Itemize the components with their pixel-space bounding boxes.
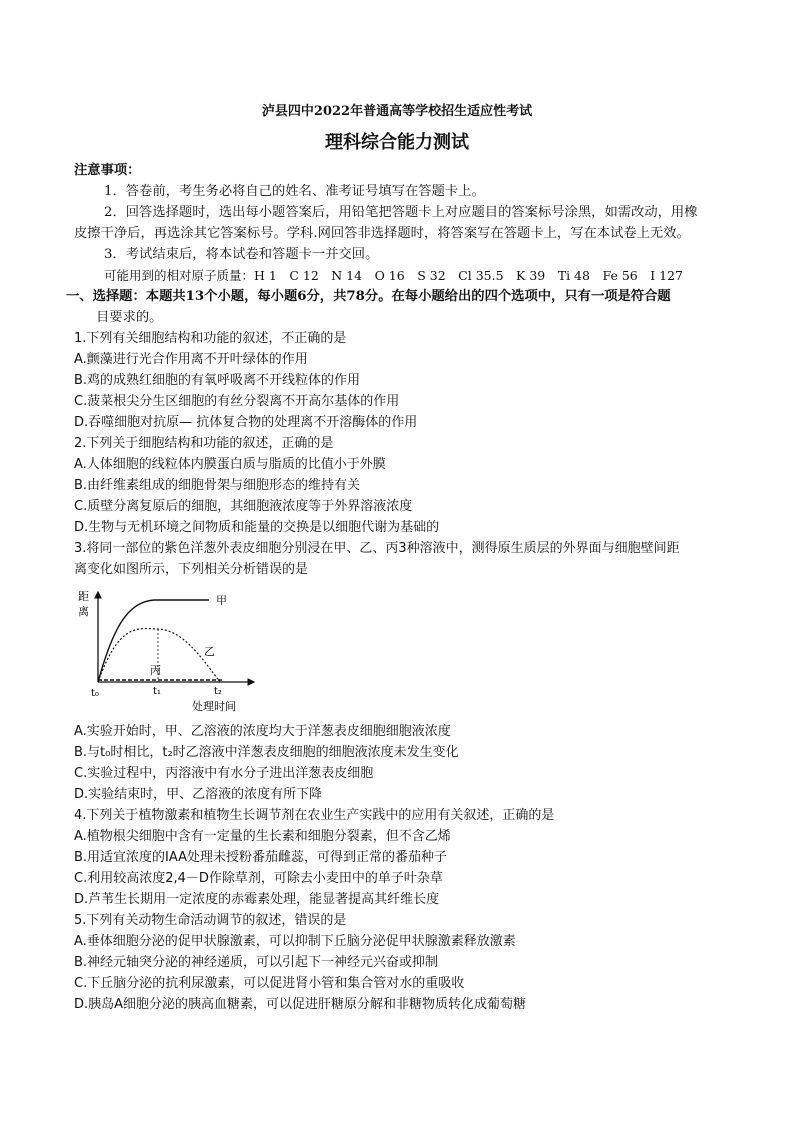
notes-heading: 注意事项： xyxy=(74,163,141,178)
q5-option-b: B.神经元轴突分泌的神经递质，可以引起下一神经元兴奋或抑制 xyxy=(74,955,439,970)
q2-stem: 2.下列关于细胞结构和功能的叙述，正确的是 xyxy=(74,436,334,451)
y-axis-label-1: 距 xyxy=(78,590,89,603)
curve-yi-label: 乙 xyxy=(204,645,215,658)
q2-option-a: A.人体细胞的线粒体内膜蛋白质与脂质的比值小于外膜 xyxy=(74,457,386,472)
q2-option-b: B.由纤维素组成的细胞骨架与细胞形态的维持有关 xyxy=(74,478,361,493)
note-item: 2．回答选择题时，选出每小题答案后，用铅笔把答题卡上对应题目的答案标号涂黑，如需改动，用橡 xyxy=(104,205,698,220)
note-item: 皮擦干净后，再选涂其它答案标号。学科.网回答非选择题时，将答案写在答题卡上，写在本试卷上无效。 xyxy=(74,226,690,241)
q5-option-a: A.垂体细胞分泌的促甲状腺激素，可以抑制下丘脑分泌促甲状腺激素释放激素 xyxy=(74,934,516,949)
x-axis-label: 处理时间 xyxy=(192,700,236,713)
q1-option-a: A.颤藻进行光合作用离不开叶绿体的作用 xyxy=(74,352,308,367)
tick-t1: t₁ xyxy=(153,686,161,697)
distance-time-graph xyxy=(74,584,274,714)
tick-t2: t₂ xyxy=(214,686,222,697)
q5-option-d: D.胰岛A细胞分泌的胰高血糖素，可以促进肝糖原分解和非糖物质转化成葡萄糖 xyxy=(74,997,527,1012)
q4-option-a: A.植物根尖细胞中含有一定量的生长素和细胞分裂素，但不含乙烯 xyxy=(74,829,451,844)
q3-stem: 3.将同一部位的紫色洋葱外表皮细胞分别浸在甲、乙、丙3种溶液中，测得原生质层的外界面与细胞壁间距 xyxy=(74,541,680,556)
q3-figure xyxy=(74,584,274,714)
q1-option-d: D.吞噬细胞对抗原— 抗体复合物的处理离不开溶酶体的作用 xyxy=(74,415,418,430)
exam-header: 泸县四中2022年普通高等学校招生适应性考试 xyxy=(261,104,533,119)
q2-option-c: C.质壁分离复原后的细胞，其细胞液浓度等于外界溶液浓度 xyxy=(74,499,413,514)
y-axis-label-2: 离 xyxy=(78,605,89,618)
q4-option-b: B.用适宜浓度的IAA处理未授粉番茄雌蕊，可得到正常的番茄种子 xyxy=(74,850,448,865)
q3-option-c: C.实验过程中，丙溶液中有水分子进出洋葱表皮细胞 xyxy=(74,766,374,781)
exam-title: 理科综合能力测试 xyxy=(325,132,469,153)
q3-option-a: A.实验开始时，甲、乙溶液的浓度均大于洋葱表皮细胞细胞液浓度 xyxy=(74,724,451,739)
q2-option-d: D.生物与无机环境之间物质和能量的交换是以细胞代谢为基础的 xyxy=(74,520,440,535)
q3-option-b: B.与t₀时相比，t₂时乙溶液中洋葱表皮细胞的细胞液浓度未发生变化 xyxy=(74,745,459,760)
q4-stem: 4.下列关于植物激素和植物生长调节剂在农业生产实践中的应用有关叙述，正确的是 xyxy=(74,808,555,823)
q3-option-d: D.实验结束时，甲、乙溶液的浓度有所下降 xyxy=(74,787,323,802)
q5-stem: 5.下列有关动物生命活动调节的叙述，错误的是 xyxy=(74,913,347,928)
section-heading-cont: 目要求的。 xyxy=(96,310,163,325)
tick-t0: t₀ xyxy=(91,688,99,699)
q4-option-d: D.芦苇生长期用一定浓度的赤霉素处理，能显著提高其纤维长度 xyxy=(74,892,440,907)
note-item: 3．考试结束后，将本试卷和答题卡一并交回。 xyxy=(104,247,379,262)
atomic-masses: 可能用到的相对原子质量：H 1 C 12 N 14 O 16 S 32 Cl 35.5 K 39 Ti 48 Fe 56 I 127 xyxy=(104,268,683,283)
note-item: 1．答卷前，考生务必将自己的姓名、准考证号填写在答题卡上。 xyxy=(104,184,485,199)
q1-option-c: C.菠菜根尖分生区细胞的有丝分裂离不开高尔基体的作用 xyxy=(74,394,400,409)
q1-option-b: B.鸡的成熟红细胞的有氧呼吸离不开线粒体的作用 xyxy=(74,373,361,388)
q1-stem: 1.下列有关细胞结构和功能的叙述，不正确的是 xyxy=(74,331,347,346)
curve-bing-label: 丙 xyxy=(150,664,161,677)
q3-stem-cont: 离变化如图所示，下列相关分析错误的是 xyxy=(74,562,309,577)
curve-jia-label: 甲 xyxy=(216,594,227,607)
q5-option-c: C.下丘脑分泌的抗利尿激素，可以促进肾小管和集合管对水的重吸收 xyxy=(74,976,465,991)
section-heading: 一、选择题：本题共13个小题，每小题6分，共78分。在每小题给出的四个选项中，只有一项是符合题 xyxy=(66,289,671,304)
q4-option-c: C.利用较高浓度2,4－D作除草剂，可除去小麦田中的单子叶杂草 xyxy=(74,871,443,886)
